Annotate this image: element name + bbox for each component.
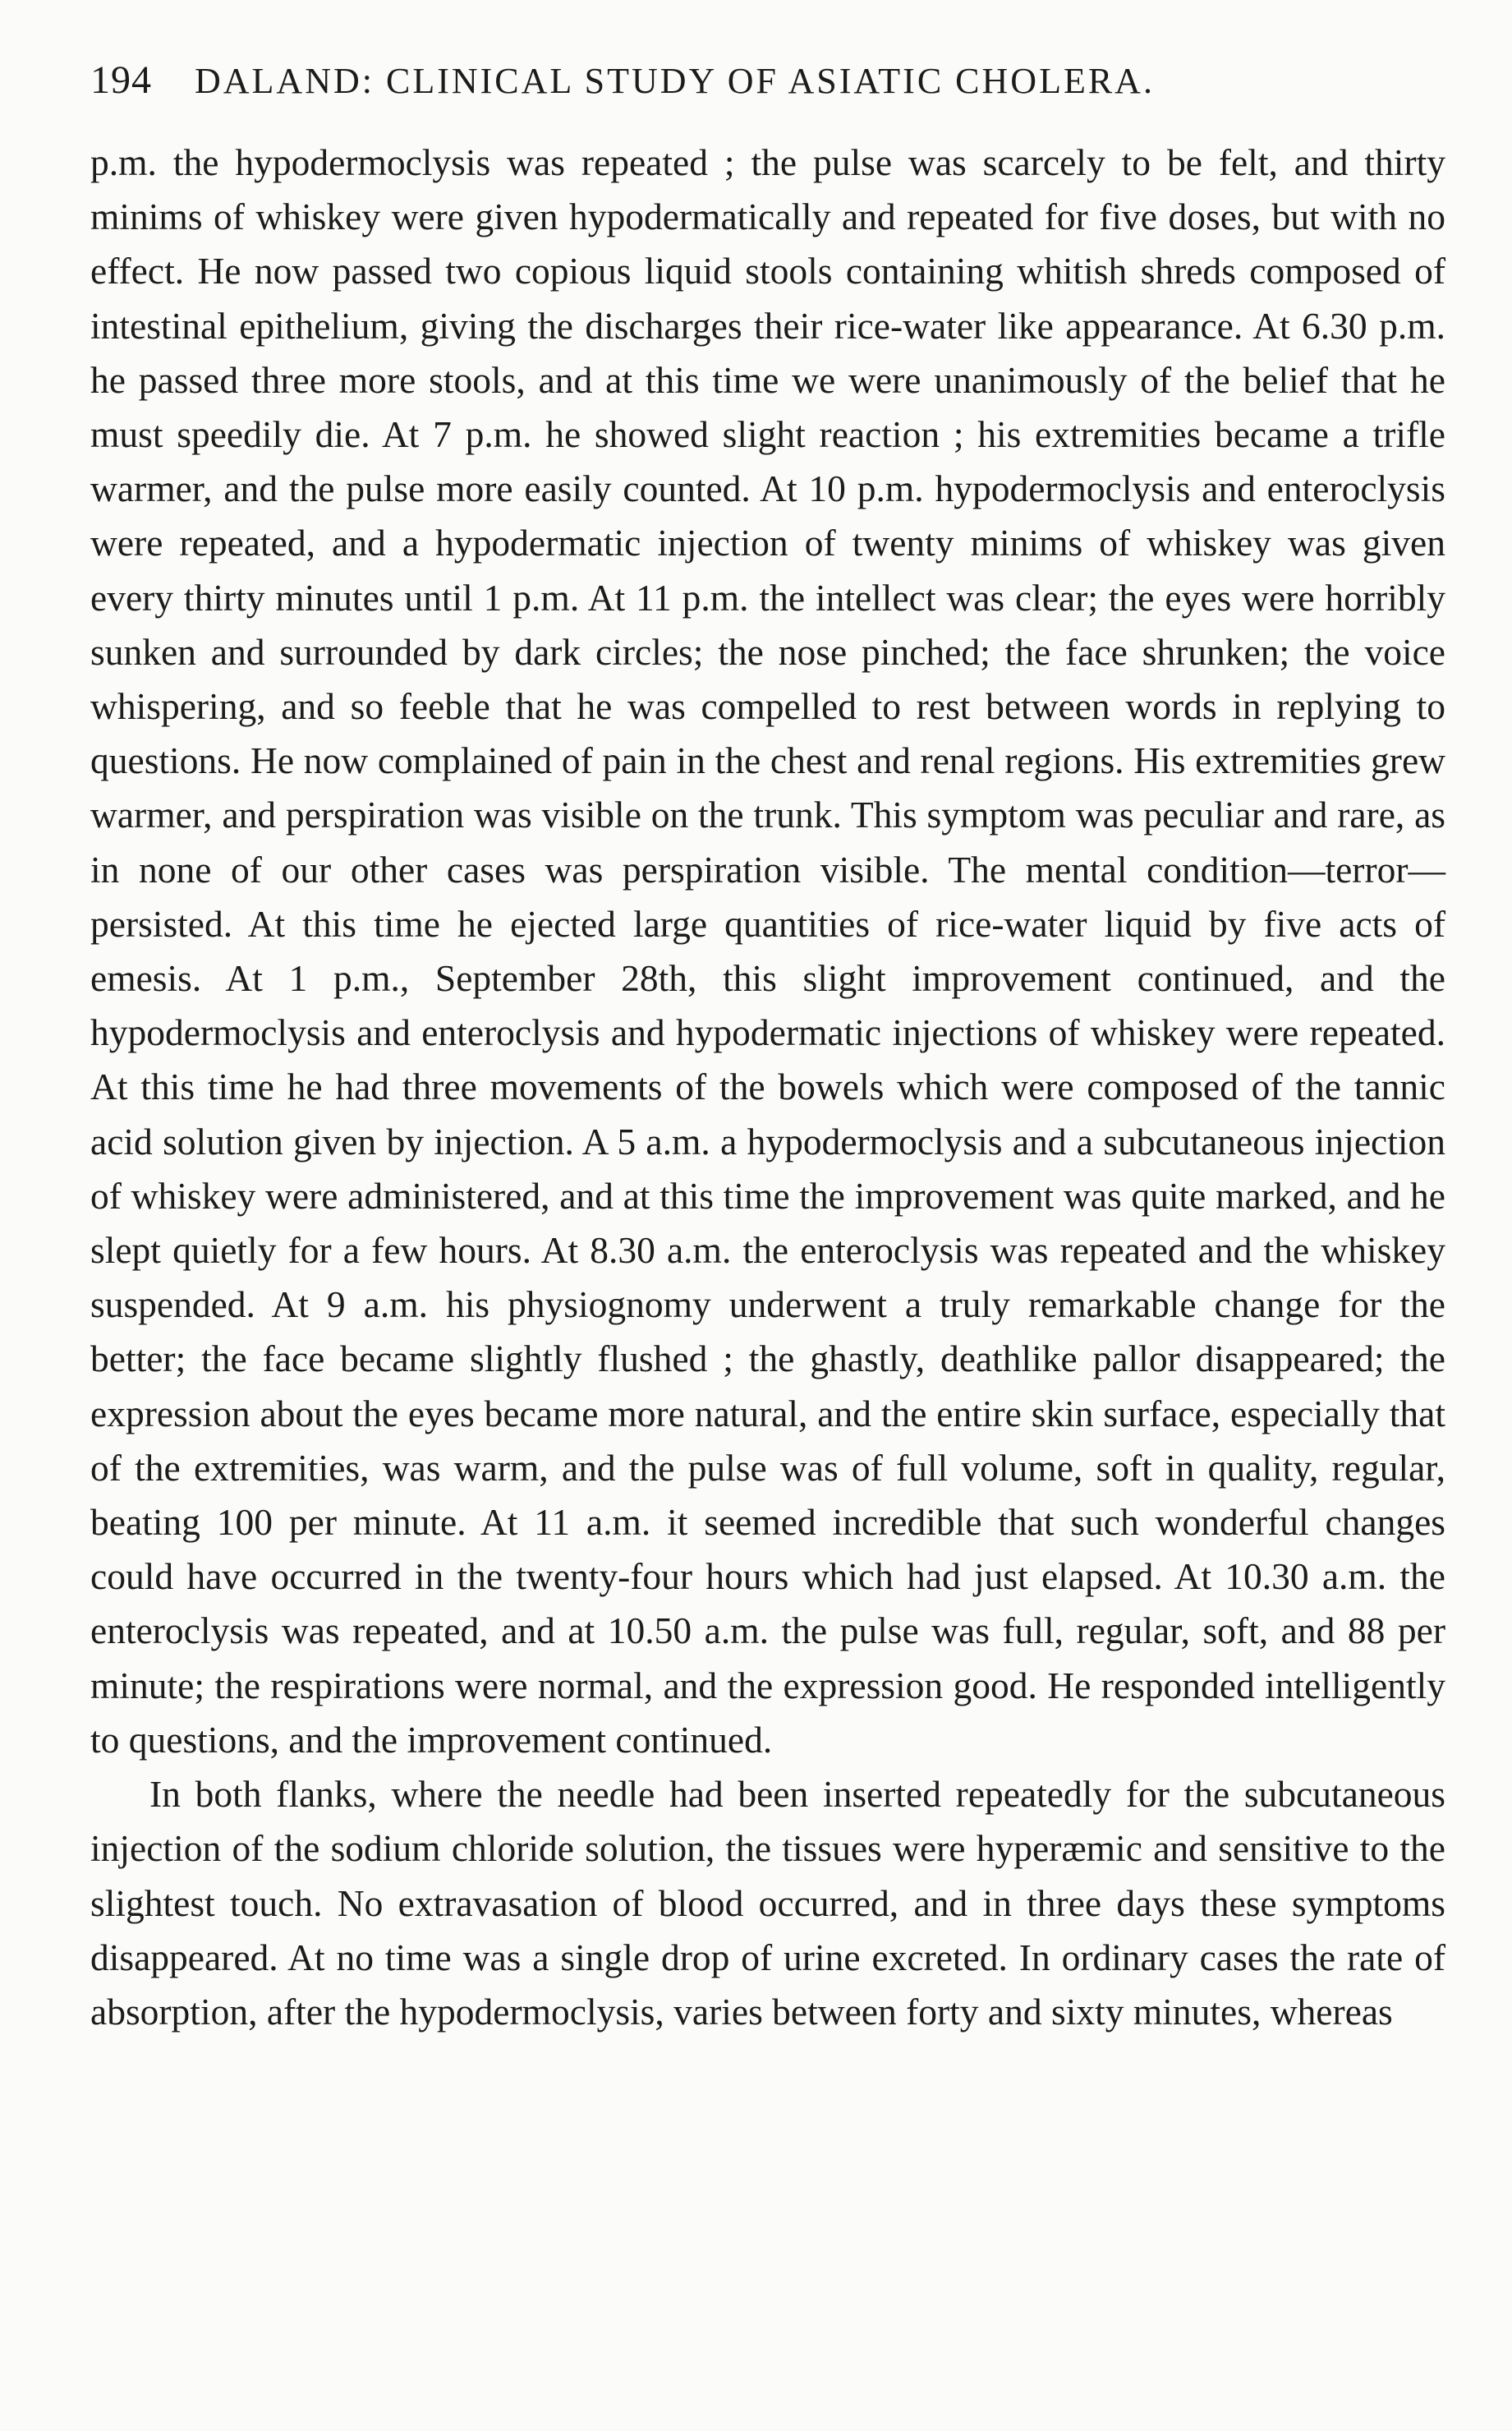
paragraph-flanks: In both flanks, where the needle had been inserted repeatedly for the subcutaneous injection of the sodium chloride solution, the tissues were hyperæmic and sensitive to the slightest touch. No extravasation of blood occurred, and in three days these symptoms disappeared. At no time was a single drop of urine excreted. In ordinary cases the rate of absorption, after the hypodermoclysis, varies between forty and sixty minutes, whereas [90,1773,1445,2033]
running-title: DALAND: CLINICAL STUDY OF ASIATIC CHOLERA. [195,61,1155,101]
running-head [90,58,1445,103]
paragraph-continued: p.m. the hypodermoclysis was repeated ; the pulse was scarcely to be felt, and thirty minims of whiskey were given hypodermatically and repeated for five doses, but with no effect. He now passed two copious liquid stools containing whitish shreds composed of intestinal epithelium, giving the discharges their rice-water like appearance. At 6.30 p.m. he passed three more stools, and at this time we were unanimously of the belief that he must speedily die. At 7 p.m. he showed slight reaction ; his extremities became a trifle warmer, and the pulse more easily counted. At 10 p.m. hypodermoclysis and enteroclysis were repeated, and a hypodermatic injection of twenty minims of whiskey was given every thirty minutes until 1 p.m. At 11 p.m. the intellect was clear; the eyes were horribly sunken and surrounded by dark circles; the nose pinched; the face shrunken; the voice whispering, and so feeble that he was compelled to rest between words in replying to questions. He now complained of pain in the chest and renal regions. His extremities grew warmer, and perspiration was visible on the trunk. This symptom was peculiar and rare, as in none of our other cases was perspiration visible. The mental condition—terror—persisted. At this time he ejected large quantities of rice-water liquid by five acts of emesis. At 1 p.m., September 28th, this slight improvement continued, and the hypodermoclysis and enteroclysis and hypodermatic injections of whiskey were repeated. At this time he had three movements of the bowels which were composed of the tannic acid solution given by injection. A 5 a.m. a hypodermoclysis and a subcutaneous injection of whiskey were administered, and at this time the improvement was quite marked, and he slept quietly for a few hours. At 8.30 a.m. the enteroclysis was repeated and the whiskey suspended. At 9 a.m. his physiognomy underwent a truly remarkable change for the better; the face became slightly flushed ; the ghastly, deathlike pallor disappeared; the expression about the eyes became more natural, and the entire skin surface, especially that of the extremities, was warm, and the pulse was of full volume, soft in quality, regular, beating 100 per minute. At 11 a.m. it seemed incredible that such wonderful changes could have occurred in the twenty-four hours which had just elapsed. At 10.30 a.m. the enteroclysis was repeated, and at 10.50 a.m. the pulse was full, regular, soft, and 88 per minute; the respirations were normal, and the expression good. He responded intelligently to questions, and the improvement continued. [90,141,1445,1761]
body-text [90,136,1445,2039]
book-page [90,58,1445,2039]
page-number: 194 [90,58,152,102]
